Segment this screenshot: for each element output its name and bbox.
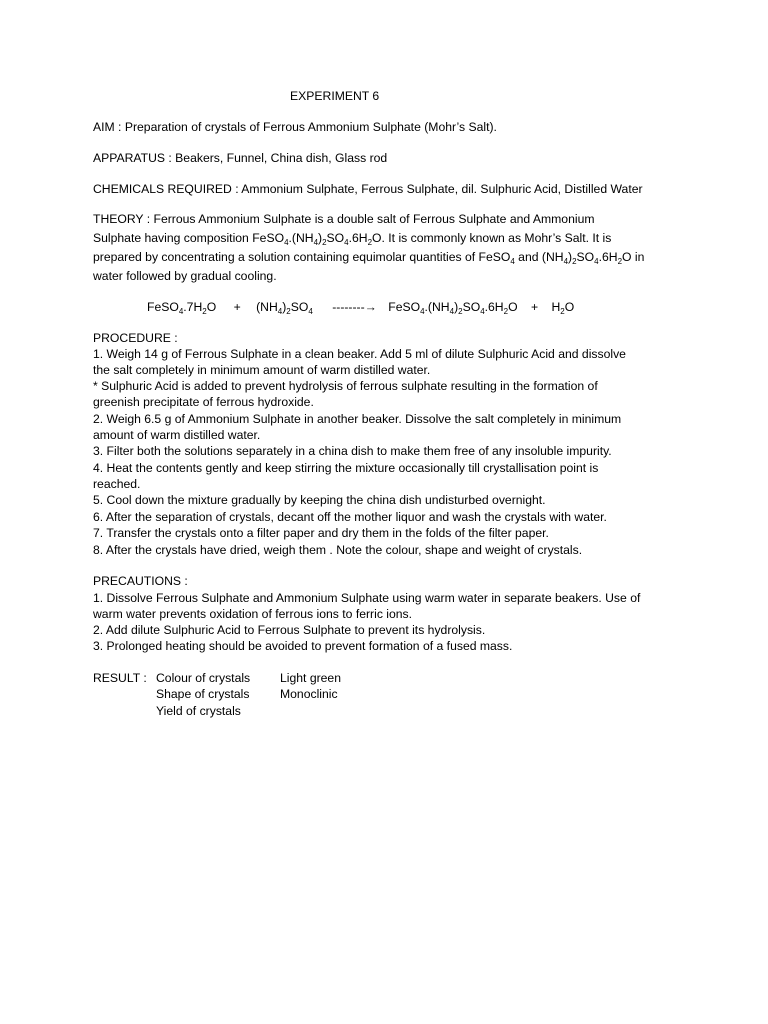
formula-part: ) — [282, 300, 287, 314]
procedure-line: 6. After the separation of crystals, decant off the mother liquor and wash the crystals with water. — [93, 510, 607, 524]
procedure-line: amount of warm distilled water. — [93, 428, 261, 442]
result-key: Yield of crystals — [156, 704, 241, 718]
theory-text: .6H — [598, 250, 618, 264]
subscript: 2 — [202, 307, 207, 316]
subscript: 4 — [480, 307, 485, 316]
reactant-ferrous-sulphate — [147, 299, 216, 315]
chemicals-line: CHEMICALS REQUIRED : Ammonium Sulphate, Ferrous Sulphate, dil. Sulphuric Acid, Distilled Water — [93, 182, 643, 196]
result-key: Shape of crystals — [156, 687, 250, 701]
theory-text: prepared by concentrating a solution containing equimolar quantities of FeSO — [93, 250, 511, 264]
page-title: EXPERIMENT 6 — [290, 89, 380, 103]
formula-part: (NH — [256, 300, 278, 314]
subscript: 2 — [367, 238, 373, 247]
reactant-ammonium-sulphate — [256, 299, 313, 315]
theory-text: O. It is commonly known as Mohr’s Salt. It is — [372, 231, 612, 245]
precaution-line: 1. Dissolve Ferrous Sulphate and Ammonium Sulphate using warm water in separate beakers. Use of — [93, 591, 641, 605]
procedure-line: 8. After the crystals have dried, weigh them . Note the colour, shape and weight of crystals. — [93, 543, 583, 557]
formula-part: SO — [462, 300, 481, 314]
chemical-equation — [147, 299, 574, 315]
procedure-line: 3. Filter both the solutions separately in a china dish to make them free of any insoluble impurity. — [93, 444, 612, 458]
procedure-line: 1. Weigh 14 g of Ferrous Sulphate in a clean beaker. Add 5 ml of dilute Sulphuric Acid and dissolve — [93, 347, 626, 361]
plus-sign: + — [530, 300, 539, 314]
subscript: 4 — [178, 307, 184, 316]
theory-line-2 — [93, 230, 611, 246]
formula-part: .7H — [183, 300, 203, 314]
precaution-line: 2. Add dilute Sulphuric Acid to Ferrous Sulphate to prevent its hydrolysis. — [93, 623, 486, 637]
theory-text: SO — [326, 231, 345, 245]
apparatus-line: APPARATUS : Beakers, Funnel, China dish, Glass rod — [93, 151, 388, 165]
subscript: 4 — [594, 257, 599, 266]
procedure-line: 2. Weigh 6.5 g of Ammonium Sulphate in another beaker. Dissolve the salt completely in minimum — [93, 412, 622, 426]
formula-part: O — [508, 300, 518, 314]
procedure-line: the salt completely in minimum amount of warm distilled water. — [93, 363, 431, 377]
product-mohrs-salt — [388, 299, 517, 315]
theory-text: ) — [568, 250, 573, 264]
subscript: 4 — [449, 307, 455, 316]
theory-text: .(NH — [288, 231, 314, 245]
formula-part: FeSO — [147, 300, 179, 314]
formula-part: O — [206, 300, 217, 314]
procedure-line: 4. Heat the contents gently and keep stirring the mixture occasionally till crystallisation point is — [93, 461, 599, 475]
subscript: 2 — [503, 307, 509, 316]
precaution-line: 3. Prolonged heating should be avoided to prevent formation of a fused mass. — [93, 639, 513, 653]
theory-text: O in — [622, 250, 645, 264]
theory-line-3 — [93, 249, 644, 265]
subscript: 2 — [458, 307, 463, 316]
result-value: Monoclinic — [280, 687, 338, 701]
subscript: 2 — [617, 257, 623, 266]
subscript: 2 — [322, 238, 327, 247]
formula-part: H — [551, 300, 561, 314]
subscript: 4 — [510, 257, 515, 266]
formula-part: .(NH — [424, 300, 450, 314]
procedure-line: reached. — [93, 477, 141, 491]
formula-part: FeSO — [388, 300, 421, 314]
theory-text: ) — [318, 231, 323, 245]
theory-text: Sulphate having composition FeSO — [93, 231, 285, 245]
subscript: 2 — [572, 257, 577, 266]
formula-part: ) — [454, 300, 459, 314]
result-key: Colour of crystals — [156, 671, 251, 685]
result-label: RESULT : — [93, 671, 147, 685]
procedure-heading: PROCEDURE : — [93, 331, 178, 345]
theory-text: and (NH — [514, 250, 564, 264]
precautions-heading: PRECAUTIONS : — [93, 574, 188, 588]
result-value: Light green — [280, 671, 341, 685]
subscript: 2 — [286, 307, 291, 316]
theory-text: .6H — [348, 231, 368, 245]
procedure-line: greenish precipitate of ferrous hydroxide. — [93, 395, 314, 409]
subscript: 4 — [284, 238, 289, 247]
procedure-line: * Sulphuric Acid is added to prevent hydrolysis of ferrous sulphate resulting in the formation of — [93, 379, 598, 393]
aim-line: AIM : Preparation of crystals of Ferrous Ammonium Sulphate (Mohr’s Salt). — [93, 120, 497, 134]
plus-sign: + — [233, 300, 241, 314]
theory-text: SO — [576, 250, 595, 264]
subscript: 4 — [420, 307, 425, 316]
procedure-line: 5. Cool down the mixture gradually by keeping the china dish undisturbed overnight. — [93, 493, 546, 507]
formula-part: .6H — [484, 300, 504, 314]
subscript: 4 — [277, 307, 283, 316]
subscript: 4 — [344, 238, 349, 247]
reaction-arrow: --------→ — [332, 300, 377, 314]
formula-part: O — [564, 300, 575, 314]
precaution-line: warm water prevents oxidation of ferrous ions to ferric ions. — [93, 607, 413, 621]
subscript: 4 — [308, 307, 313, 316]
formula-part: SO — [290, 300, 309, 314]
subscript: 4 — [563, 257, 569, 266]
product-water — [551, 299, 574, 315]
theory-line-1: THEORY : Ferrous Ammonium Sulphate is a double salt of Ferrous Sulphate and Ammonium — [93, 212, 595, 226]
theory-line-4: water followed by gradual cooling. — [93, 269, 277, 283]
subscript: 2 — [560, 307, 565, 316]
procedure-line: 7. Transfer the crystals onto a filter paper and dry them in the folds of the filter paper. — [93, 526, 549, 540]
subscript: 4 — [313, 238, 319, 247]
